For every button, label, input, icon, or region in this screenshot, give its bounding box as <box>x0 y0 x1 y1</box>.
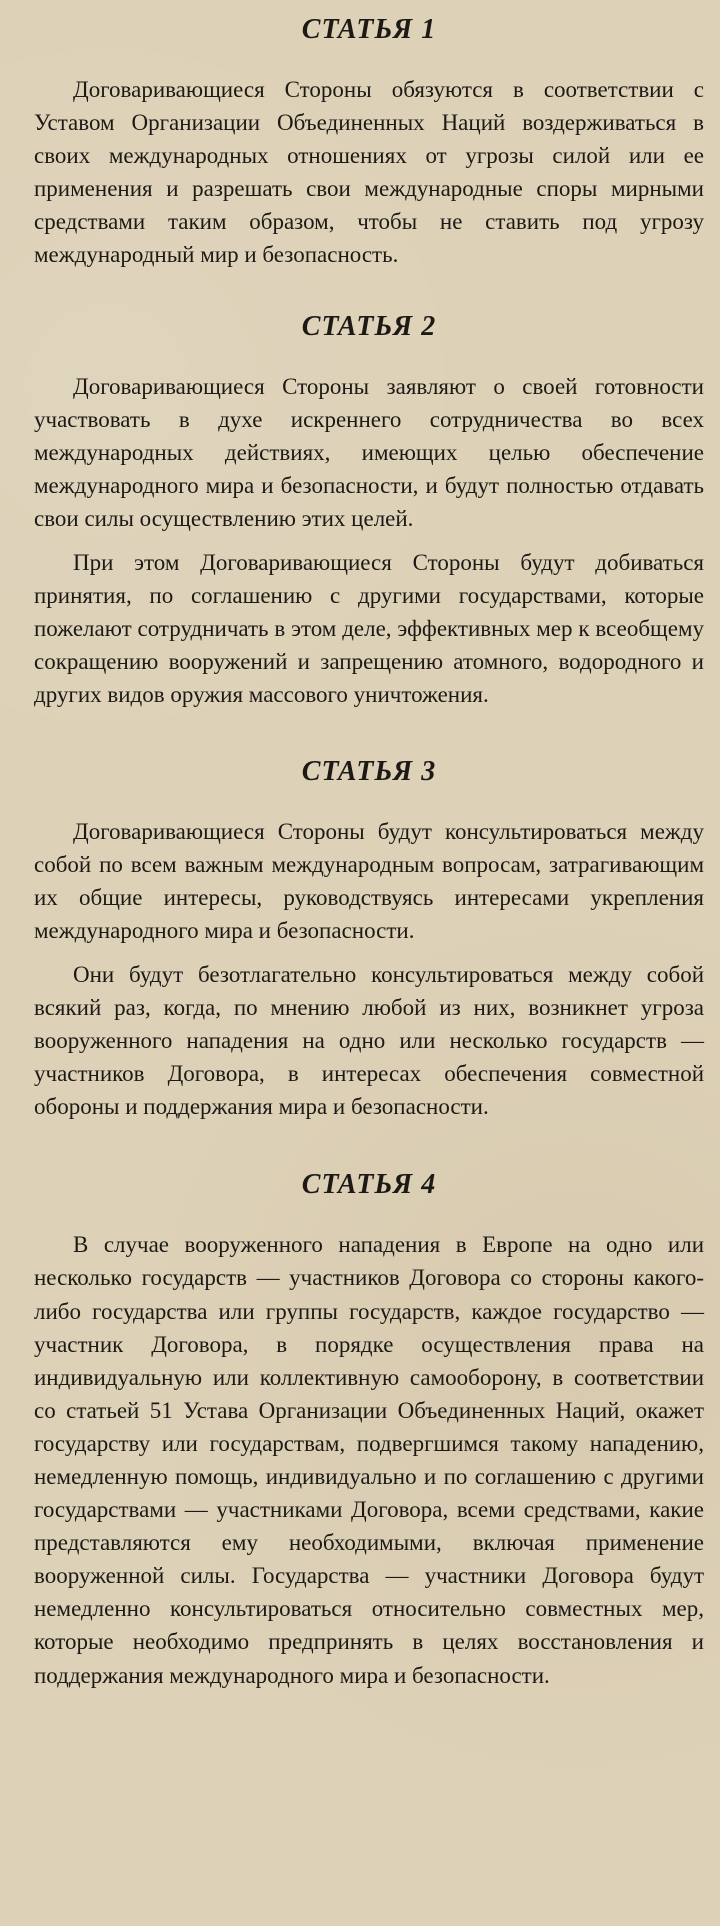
article-paragraph: Договаривающиеся Стороны заявляют о своей готовности участвовать в духе искреннего сотрудничества во всех международных действиях, имеющих целью обеспечение международного мира и безопасности, и будут полностью отдавать свои силы осуществлению этих целей. <box>34 373 704 531</box>
article-4 <box>34 1171 704 1691</box>
article-heading: СТАТЬЯ 2 <box>301 310 437 342</box>
article-3 <box>34 755 704 1124</box>
article-paragraph: В случае вооруженного нападения в Европе на одно или несколько государств — участников Договора со стороны какого-либо государства или группы государств, каждое государство — участник Договора, в порядке осуществления права на индивидуальную или коллективную самооборону, в соответствии со статьей 51 Устава Организации Объединенных Наций, окажет государству или государствам, подвергшимся такому нападению, немедленную помощь, индивидуально и по соглашению с другими государствами — участниками Договора, всеми средствами, какие представляются ему необходимыми, включая применение вооруженной силы. Государства — участники Договора будут немедленно консультироваться относительно совместных мер, которые необходимо предпринять в целях восстановления и поддержания международного мира и безопасности. <box>34 1232 704 1688</box>
article-paragraph: Они будут безотлагательно консультироваться между собой всякий раз, когда, по мнению любой из них, возникнет угроза вооруженного нападения на одно или несколько государств — участников Договора, в интересах обеспечения совместной обороны и поддержания мира и безопасности. <box>34 961 704 1120</box>
article-heading: СТАТЬЯ 1 <box>301 14 437 45</box>
article-1 <box>34 16 704 272</box>
section-gap <box>34 1123 704 1165</box>
article-paragraph: При этом Договаривающиеся Стороны будут добиваться принятия, по соглашению с другими государствами, которые пожелают сотрудничать в этом деле, эффективных мер к всеобщему сокращению вооружений и запрещению атомного, водородного и других видов оружия массового уничтожения. <box>34 550 704 708</box>
article-2 <box>34 310 704 712</box>
article-heading: СТАТЬЯ 3 <box>301 755 437 787</box>
article-paragraph: Договаривающиеся Стороны будут консультироваться между собой по всем важным международным вопросам, затрагивающим их общие интересы, руководствуясь интересами укрепления международного мира и безопасности. <box>34 818 704 943</box>
section-gap <box>34 712 704 752</box>
article-heading: СТАТЬЯ 4 <box>301 1169 437 1201</box>
section-gap <box>34 272 704 307</box>
article-paragraph: Договаривающиеся Стороны обязуются в соответствии с Уставом Организации Объединенных Наций воздерживаться в своих международных отношениях от угрозы силой или ее применения и разрешать свои международные споры мирными средствами таким образом, чтобы не ставить под угрозу международный мир и безопасность. <box>34 77 704 268</box>
